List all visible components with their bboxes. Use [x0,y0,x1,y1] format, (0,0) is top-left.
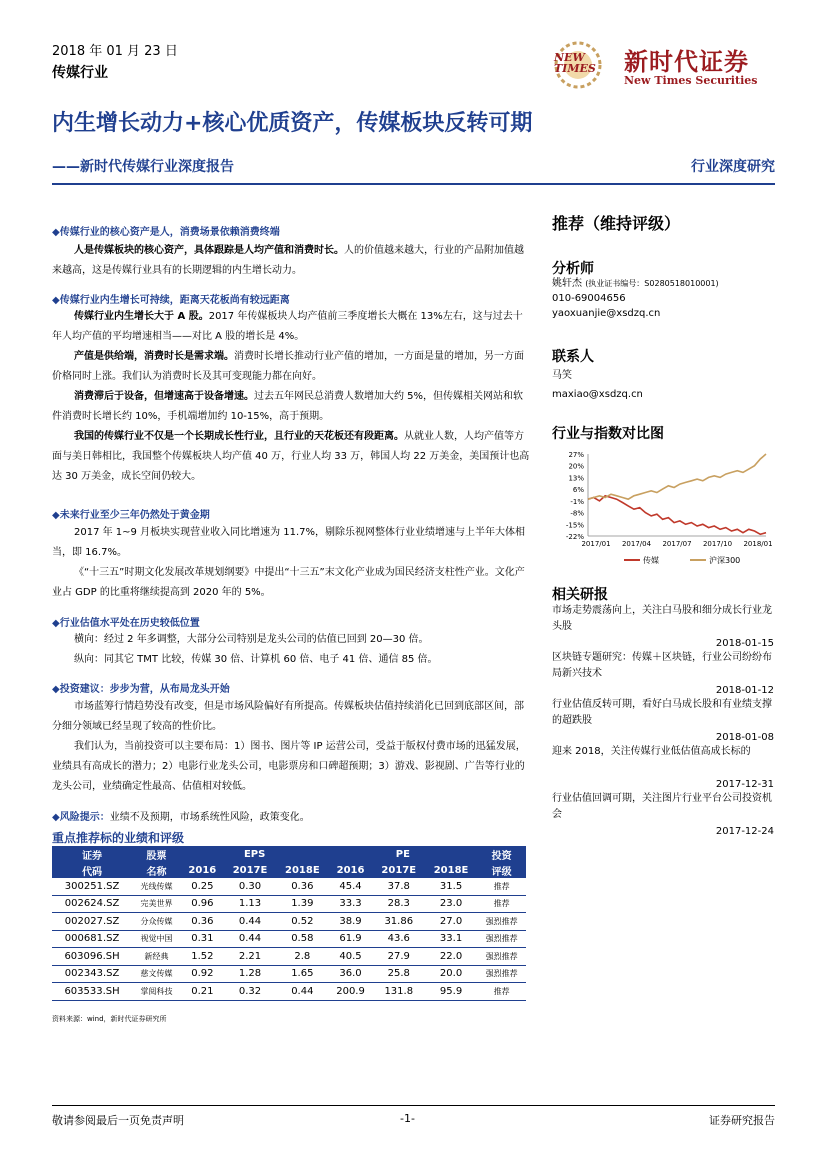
th-eps-2017e: 2017E [224,862,276,878]
analyst-cert: (执业证书编号：S0280518010001) [585,279,719,288]
table-cell: 1.13 [224,895,276,913]
table-cell: 23.0 [425,895,477,913]
table-cell: 22.0 [425,948,477,966]
th-eps-2016: 2016 [181,862,224,878]
table-cell: 0.25 [181,878,224,895]
table-cell: 2.21 [224,948,276,966]
x-tick-label: 2017/10 [702,540,733,548]
table-cell: 45.4 [328,878,372,895]
th-eps: EPS [181,846,329,862]
table-row [52,878,526,895]
y-tick-label: -1% [570,497,584,506]
table-cell: 0.92 [181,965,224,983]
sector-label: 传媒行业 [52,65,108,81]
logo-en: New Times Securities [624,74,758,87]
table-cell: 002624.SZ [52,895,132,913]
analyst-heading: 分析师 [552,261,594,277]
section-title-golden-period: ◆未来行业至少三年仍然处于黄金期 [52,510,210,521]
table-cell: 强烈推荐 [477,913,526,931]
related-report-title[interactable]: 行业估值回调可期，关注图片行业平台公司投资机会 [552,793,772,820]
table-cell: 完美世界 [132,895,181,913]
table-cell: 36.0 [328,965,372,983]
th-eps-2018e: 2018E [276,862,328,878]
table-cell: 视觉中国 [132,930,181,948]
section-title-advice: ◆投资建议：步步为营，从布局龙头开始 [52,684,230,695]
table-header-row-1 [52,846,526,862]
table-cell: 27.9 [373,948,425,966]
y-tick-label: 13% [568,474,584,483]
rating-table [52,846,526,1001]
th-rating: 评级 [477,862,526,878]
x-tick-label: 2017/07 [662,540,692,548]
table-cell: 慈文传媒 [132,965,181,983]
paragraph-valuation [52,630,530,670]
text-golden-1: 2017 年 1~9 月板块实现营业收入同比增速为 11.7%，剔除乐视网整体行业业绩增速与上半年大体相当，即 16.7%。 [52,527,526,558]
section-title-core-assets: ◆传媒行业的核心资产是人，消费场景依赖消费终端 [52,227,280,238]
th-code: 代码 [52,862,132,878]
page-number: -1- [400,1112,415,1125]
th-stock: 股票 [132,846,181,862]
table-cell: 强烈推荐 [477,948,526,966]
table-cell: 31.86 [373,913,425,931]
table-cell: 27.0 [425,913,477,931]
table-source: 资料来源：wind，新时代证券研究所 [52,1015,167,1023]
table-cell: 38.9 [328,913,372,931]
lead-growth-3: 消费滞后于设备，但增速高于设备增速。 [74,391,254,402]
table-row [52,895,526,913]
table-cell: 002343.SZ [52,965,132,983]
x-tick-label: 2018/01 [743,540,773,548]
th-pe-2018e: 2018E [425,862,477,878]
table-title: 重点推荐标的业绩和评级 [52,831,185,845]
table-cell: 000681.SZ [52,930,132,948]
table-cell: 33.1 [425,930,477,948]
related-heading: 相关研报 [552,587,608,603]
paragraph-advice [52,697,530,797]
text-golden-2: 《“十三五”时期文化发展改革规划纲要》中提出“十三五”末文化产业成为国民经济支柱性产业。文化产业占 GDP 的比重将继续提高到 2020 年的 5%。 [52,567,525,598]
table-cell: 掌阅科技 [132,983,181,1001]
report-title: 内生增长动力+核心优质资产，传媒板块反转可期 [52,111,533,136]
legend-label: 沪深300 [709,556,741,565]
table-cell: 推荐 [477,895,526,913]
table-cell: 1.52 [181,948,224,966]
table-cell: 强烈推荐 [477,965,526,983]
analyst-info [552,276,719,321]
related-report-date: 2018-01-15 [715,638,774,649]
risk-text: 业绩不及预期，市场系统性风险，政策变化。 [109,812,310,823]
text-valuation-1: 横向：经过 2 年多调整，大部分公司特别是龙头公司的估值已回到 20—30 倍。 [74,634,429,645]
table-cell: 0.52 [276,913,328,931]
table-cell: 603533.SH [52,983,132,1001]
table-cell: 43.6 [373,930,425,948]
th-pe-2016: 2016 [328,862,372,878]
related-report-title[interactable]: 迎来 2018，关注传媒行业低估值高成长标的 [552,746,751,757]
y-tick-label: -15% [565,521,584,530]
analyst-email: yaoxuanjie@xsdzq.cn [552,308,661,319]
lead-core-assets: 人是传媒板块的核心资产，具体跟踪是人均产值和消费时长。 [74,245,344,256]
th-security: 证券 [52,846,132,862]
legend-label: 传媒 [643,556,659,565]
y-tick-label: 6% [572,486,584,495]
text-advice-1: 市场蓝筹行情趋势没有改变，但是市场风险偏好有所提高。传媒板块估值持续消化已回到底部区间，部分细分领域已经呈现了较高的性价比。 [52,701,524,732]
table-cell: 分众传媒 [132,913,181,931]
contact-email: maxiao@xsdzq.cn [552,389,643,400]
table-cell: 0.58 [276,930,328,948]
table-row [52,913,526,931]
table-cell: 200.9 [328,983,372,1001]
th-name: 名称 [132,862,181,878]
table-cell: 28.3 [373,895,425,913]
contact-heading: 联系人 [552,349,594,365]
th-pe-2017e: 2017E [373,862,425,878]
lead-growth-2: 产值是供给端，消费时长是需求端。 [74,351,234,362]
company-logo [550,40,780,90]
table-cell: 603096.SH [52,948,132,966]
table-cell: 新经典 [132,948,181,966]
table-body [52,878,526,1000]
table-cell: 300251.SZ [52,878,132,895]
table-cell: 31.5 [425,878,477,895]
x-tick-label: 2017/04 [621,540,652,548]
chart-heading: 行业与指数对比图 [552,426,664,442]
table-cell: 光线传媒 [132,878,181,895]
footer-report-label: 证券研究报告 [709,1114,775,1127]
table-cell: 0.44 [224,930,276,948]
table-row [52,983,526,1001]
table-cell: 推荐 [477,983,526,1001]
index-comparison-chart [552,448,774,574]
table-cell: 1.65 [276,965,328,983]
risk-notice [52,808,310,823]
series-line-1 [588,496,766,535]
paragraph-core-assets [52,241,530,281]
table-cell: 0.30 [224,878,276,895]
contact-name: 马笑 [552,370,572,381]
contact-info [552,366,643,404]
report-subtitle: ——新时代传媒行业深度报告 [52,159,234,175]
table-cell: 131.8 [373,983,425,1001]
section-title-growth: ◆传媒行业内生增长可持续，距离天花板尚有较远距离 [52,295,290,306]
th-invest: 投资 [477,846,526,862]
table-cell: 2.8 [276,948,328,966]
th-pe: PE [328,846,477,862]
report-date: 2018 年 01 月 23 日 [52,44,178,59]
logo-cn: 新时代证券 [624,47,749,76]
report-type: 行业深度研究 [691,159,775,175]
rating: 推荐（维持评级） [552,214,681,233]
text-valuation-2: 纵向：同其它 TMT 比较，传媒 30 倍、计算机 60 倍、电子 41 倍、通信 85 倍。 [74,654,438,665]
y-tick-label: 20% [568,462,584,471]
table-cell: 0.21 [181,983,224,1001]
related-report-date: 2017-12-24 [715,826,774,837]
table-cell: 002027.SZ [52,913,132,931]
table-cell: 0.32 [224,983,276,1001]
text-growth-2: 消费时长增长推动行业产值的增加，一方面是量的增加，另一方面价格同时上涨。我们认为消费时长及其可变现能力都在向好。 [52,351,524,382]
lead-growth-4: 我国的传媒行业不仅是一个长期成长性行业，且行业的天花板还有段距离。 [74,431,404,442]
section-title-valuation: ◆行业估值水平处在历史较低位置 [52,618,200,629]
paragraph-golden-period [52,523,530,603]
text-growth-4: 从就业人数，人均产值等方面与美日韩相比，我国整个传媒板块人均产值 40 万，行业人均 33 万，韩国人均 22 万美金，美国预计也高达 30 万美金，成长空间仍较大。 [52,431,530,482]
table-cell: 1.39 [276,895,328,913]
table-cell: 0.31 [181,930,224,948]
table-cell: 20.0 [425,965,477,983]
table-cell: 1.28 [224,965,276,983]
text-growth-3: 过去五年网民总消费人数增加大约 5%，但传媒相关网站和软件消费时长增长约 10%，手机端增加约 10-15%，高于预期。 [52,391,524,422]
risk-label: ◆风险提示： [52,812,110,823]
analyst-phone: 010-69004656 [552,293,626,304]
related-report-title[interactable]: 市场走势震荡向上，关注白马股和细分成长行业龙头股 [552,605,772,632]
table-cell: 33.3 [328,895,372,913]
table-row [52,965,526,983]
related-report-date: 2018-01-08 [715,732,774,743]
table-cell: 0.36 [181,913,224,931]
related-report-title[interactable]: 区块链专题研究：传媒＋区块链，行业公司纷纷布局新兴技术 [552,652,772,679]
table-cell: 40.5 [328,948,372,966]
table-cell: 37.8 [373,878,425,895]
table-cell: 95.9 [425,983,477,1001]
table-cell: 0.44 [224,913,276,931]
y-tick-label: 27% [568,451,584,459]
text-advice-2: 我们认为，当前投资可以主要布局：1）图书、图片等 IP 运营公司，受益于版权付费市场的迅猛发展，业绩具有高成长的潜力；2）电影行业龙头公司，电影票房和口碑超预期；3）游戏、影视剧、广告等行业的龙头公司，业绩确定性最高、估值相对较低。 [52,741,526,792]
table-header-row-2 [52,862,526,878]
related-report-date: 2018-01-12 [715,685,774,696]
logo-mark-line2: TIMES [554,62,596,75]
table-cell: 61.9 [328,930,372,948]
footer-disclaimer: 敬请参阅最后一页免责声明 [52,1114,184,1127]
related-report-title[interactable]: 行业估值反转可期，看好白马成长股和有业绩支撑的超跌股 [552,699,772,726]
logo-mark-line1: NEW [554,51,585,64]
related-report-date: 2017-12-31 [715,779,774,790]
table-row [52,948,526,966]
analyst-name: 姚轩杰 [552,278,582,289]
table-cell: 25.8 [373,965,425,983]
table-cell: 0.44 [276,983,328,1001]
table-cell: 0.36 [276,878,328,895]
text-growth-1: 2017 年传媒板块人均产值前三季度增长大概在 13%左右，这与过去十年人均产值的平均增速相当——对比 A 股的增长是 4%。 [52,311,523,342]
x-tick-label: 2017/01 [581,540,611,548]
table-cell: 强烈推荐 [477,930,526,948]
table-cell: 推荐 [477,878,526,895]
y-tick-label: -22% [565,533,584,541]
text-core-assets: 人的价值越来越大，行业的产品附加值越来越高，这是传媒行业具有的长期逻辑的内生增长动力。 [52,245,524,276]
table-row [52,930,526,948]
paragraph-growth [52,307,530,487]
header-divider [52,183,775,185]
series-line-2 [588,454,766,499]
y-tick-label: -8% [570,509,584,518]
lead-growth-1: 传媒行业内生增长大于 A 股。 [74,311,209,322]
table-cell: 0.96 [181,895,224,913]
footer-divider [52,1105,775,1106]
